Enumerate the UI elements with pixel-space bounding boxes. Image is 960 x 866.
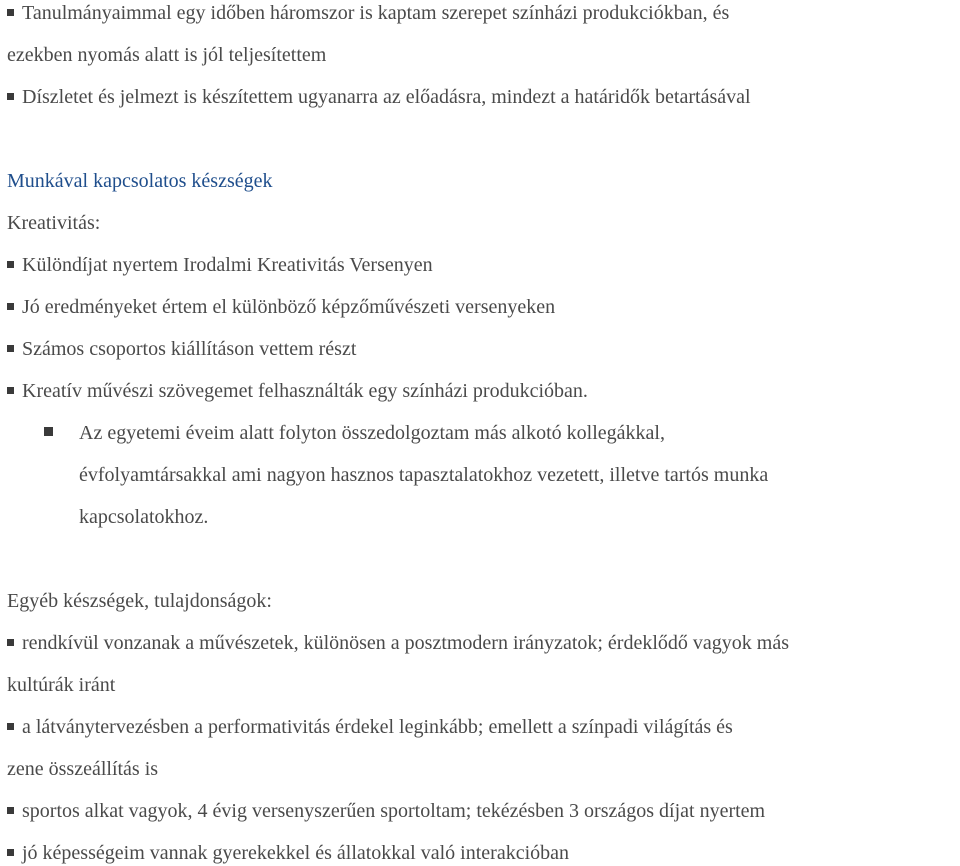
bullet-icon [7, 807, 14, 814]
bullet-icon [7, 93, 14, 100]
bullet-icon [7, 387, 14, 394]
bullet-icon [7, 345, 14, 352]
list-item [7, 379, 588, 403]
list-item-text: Díszletet és jelmezt is készítettem ugyanarra az előadásra, mindezt a határidők betartásával [22, 86, 751, 108]
subheading: Kreativitás: [7, 212, 101, 234]
bullet-icon [7, 849, 14, 856]
list-item [7, 337, 356, 361]
list-item-text: Különdíjat nyertem Irodalmi Kreativitás Versenyen [22, 254, 433, 276]
list-item [7, 631, 789, 655]
list-item-text: a látványtervezésben a performativitás érdekel leginkább; emellett a színpadi világítás és [22, 716, 733, 738]
list-item-text: jó képességeim vannak gyerekekkel és állatokkal való interakcióban [22, 842, 570, 864]
list-item-text: Jó eredményeket értem el különböző képzőművészeti versenyeken [22, 296, 556, 318]
section-heading: Egyéb készségek, tulajdonságok: [7, 590, 272, 612]
list-item-text: Számos csoportos kiállításon vettem részt [22, 338, 357, 360]
sub-list-item-continuation: évfolyamtársakkal ami nagyon hasznos tapasztalatokhoz vezetett, illetve tartós munka [79, 464, 769, 486]
list-item-continuation: kultúrák iránt [7, 674, 116, 696]
list-item-text: sportos alkat vagyok, 4 évig versenyszerűen sportoltam; tekézésben 3 országos díjat nyertem [22, 800, 766, 822]
list-item [7, 715, 733, 739]
bullet-icon [7, 9, 14, 16]
list-item [7, 841, 569, 865]
bullet-icon [7, 261, 14, 268]
bullet-icon [7, 639, 14, 646]
list-item-text: rendkívül vonzanak a művészetek, különösen a posztmodern irányzatok; érdeklődő vagyok más [22, 632, 789, 654]
section-heading: Munkával kapcsolatos készségek [7, 170, 273, 192]
list-item-text: Kreatív művészi szövegemet felhasználták egy színházi produkcióban. [22, 380, 588, 402]
list-item [7, 295, 555, 319]
square-bullet-icon [44, 427, 53, 436]
sub-list-item-text: Az egyetemi éveim alatt folyton összedolgoztam más alkotó kollegákkal, [79, 422, 665, 444]
list-item [7, 253, 433, 277]
list-item [7, 1, 729, 25]
bullet-icon [7, 723, 14, 730]
sub-list-item-continuation: kapcsolatokhoz. [79, 506, 209, 528]
list-item [7, 799, 765, 823]
bullet-icon [7, 303, 14, 310]
list-item-continuation: zene összeállítás is [7, 758, 159, 780]
list-item [7, 85, 751, 109]
list-item-continuation: ezekben nyomás alatt is jól teljesítettem [7, 44, 327, 66]
list-item-text: Tanulmányaimmal egy időben háromszor is kaptam szerepet színházi produkciókban, és [22, 2, 730, 24]
